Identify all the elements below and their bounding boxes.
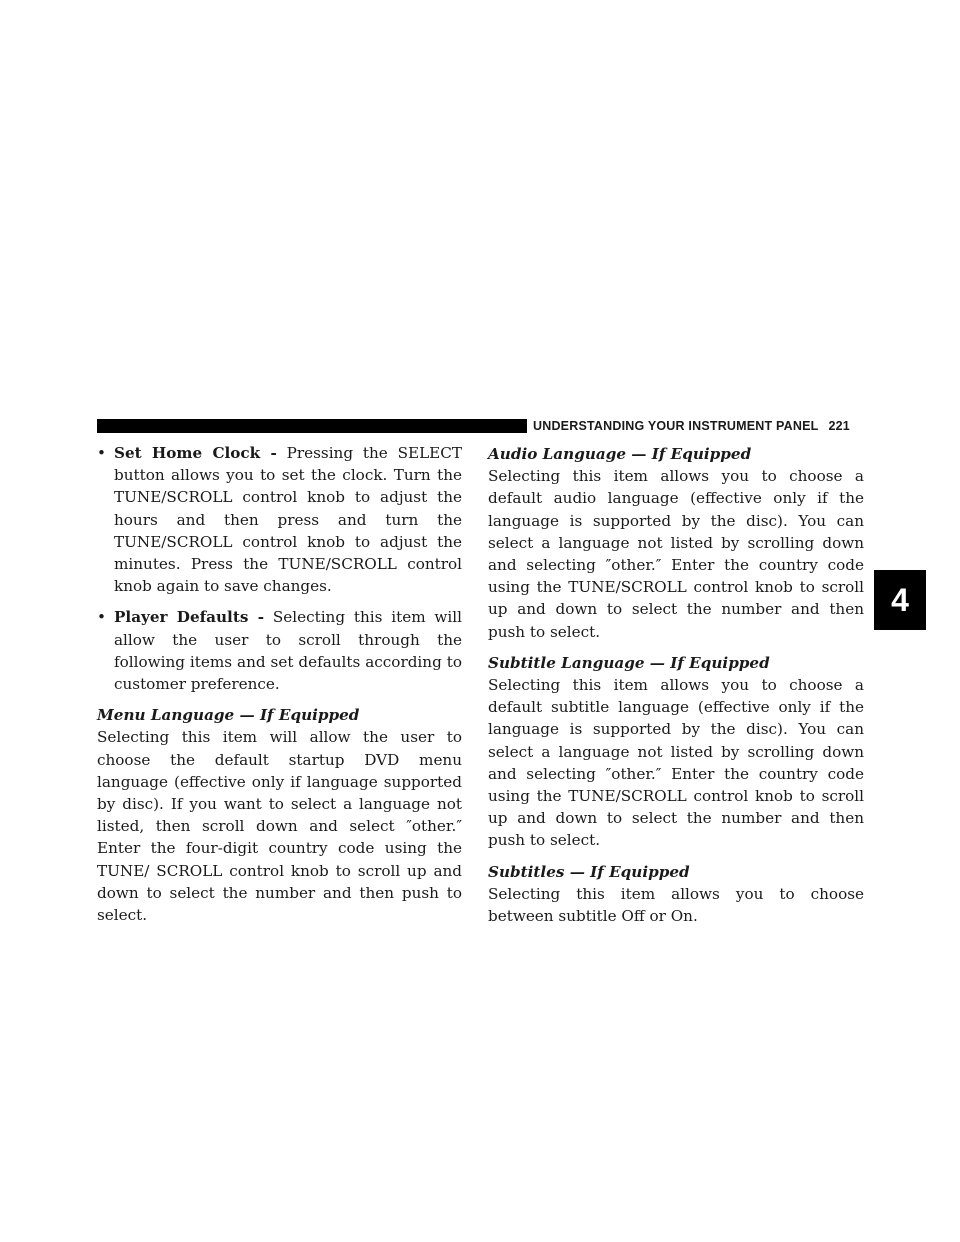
bullet-icon: • xyxy=(97,444,106,462)
section-body: Selecting this item will allow the user to choose the default startup DVD menu language (effective only if language supported by disc). If you want to select a language not listed, then scroll down and select ″other.″ Enter the four-digit country code using the TUNE/ SCROLL control knob to scroll up and down to select the number and then push to select. xyxy=(97,728,462,925)
section-heading: Audio Language — If Equipped xyxy=(488,445,752,463)
right-column xyxy=(488,443,864,936)
left-column xyxy=(97,442,462,935)
section-body: Selecting this item allows you to choose between subtitle Off or On. xyxy=(488,884,864,926)
bullet-item-player-defaults xyxy=(97,606,462,695)
bullet-text: Pressing the SELECT button allows you to set the clock. Turn the TUNE/SCROLL control knob to adjust the hours and then press and turn the TUNE/SCROLL control knob to adjust the minutes. Press the TUNE/SCROLL control knob again to save changes. xyxy=(114,444,463,596)
bullet-term: Set Home Clock - xyxy=(114,444,277,462)
section-subtitles xyxy=(488,861,864,928)
bullet-item-set-home-clock xyxy=(97,442,462,597)
chapter-tab: 4 xyxy=(874,570,926,630)
section-body: Selecting this item allows you to choose a default audio language (effective only if the language is supported by the disc). You can select a language not listed by scrolling down and selecting ″other.″ Enter the country code using the TUNE/SCROLL control knob to scroll up and down to select the number and then push to select. xyxy=(488,467,864,641)
section-body: Selecting this item allows you to choose a default subtitle language (effective only if the language is supported by the disc). You can select a language not listed by scrolling down and selecting ″other.″ Enter the country code using the TUNE/SCROLL control knob to scroll up and down to select the number and then push to select. xyxy=(488,676,864,850)
page-number: 221 xyxy=(828,419,850,433)
section-subtitle-language xyxy=(488,652,864,852)
bullet-term: Player Defaults - xyxy=(114,608,264,627)
header-title: UNDERSTANDING YOUR INSTRUMENT PANEL xyxy=(533,419,819,433)
header-rule xyxy=(97,419,527,433)
bullet-icon: • xyxy=(97,608,106,627)
bullet-text: Selecting this item will allow the user to scroll through the following items and set defaults according to customer preference. xyxy=(114,608,463,694)
section-menu-language xyxy=(97,704,462,926)
section-heading: Menu Language — If Equipped xyxy=(97,706,360,725)
section-heading: Subtitles — If Equipped xyxy=(488,862,690,881)
running-header xyxy=(533,418,850,434)
section-heading: Subtitle Language — If Equipped xyxy=(488,653,770,672)
section-audio-language xyxy=(488,443,864,643)
